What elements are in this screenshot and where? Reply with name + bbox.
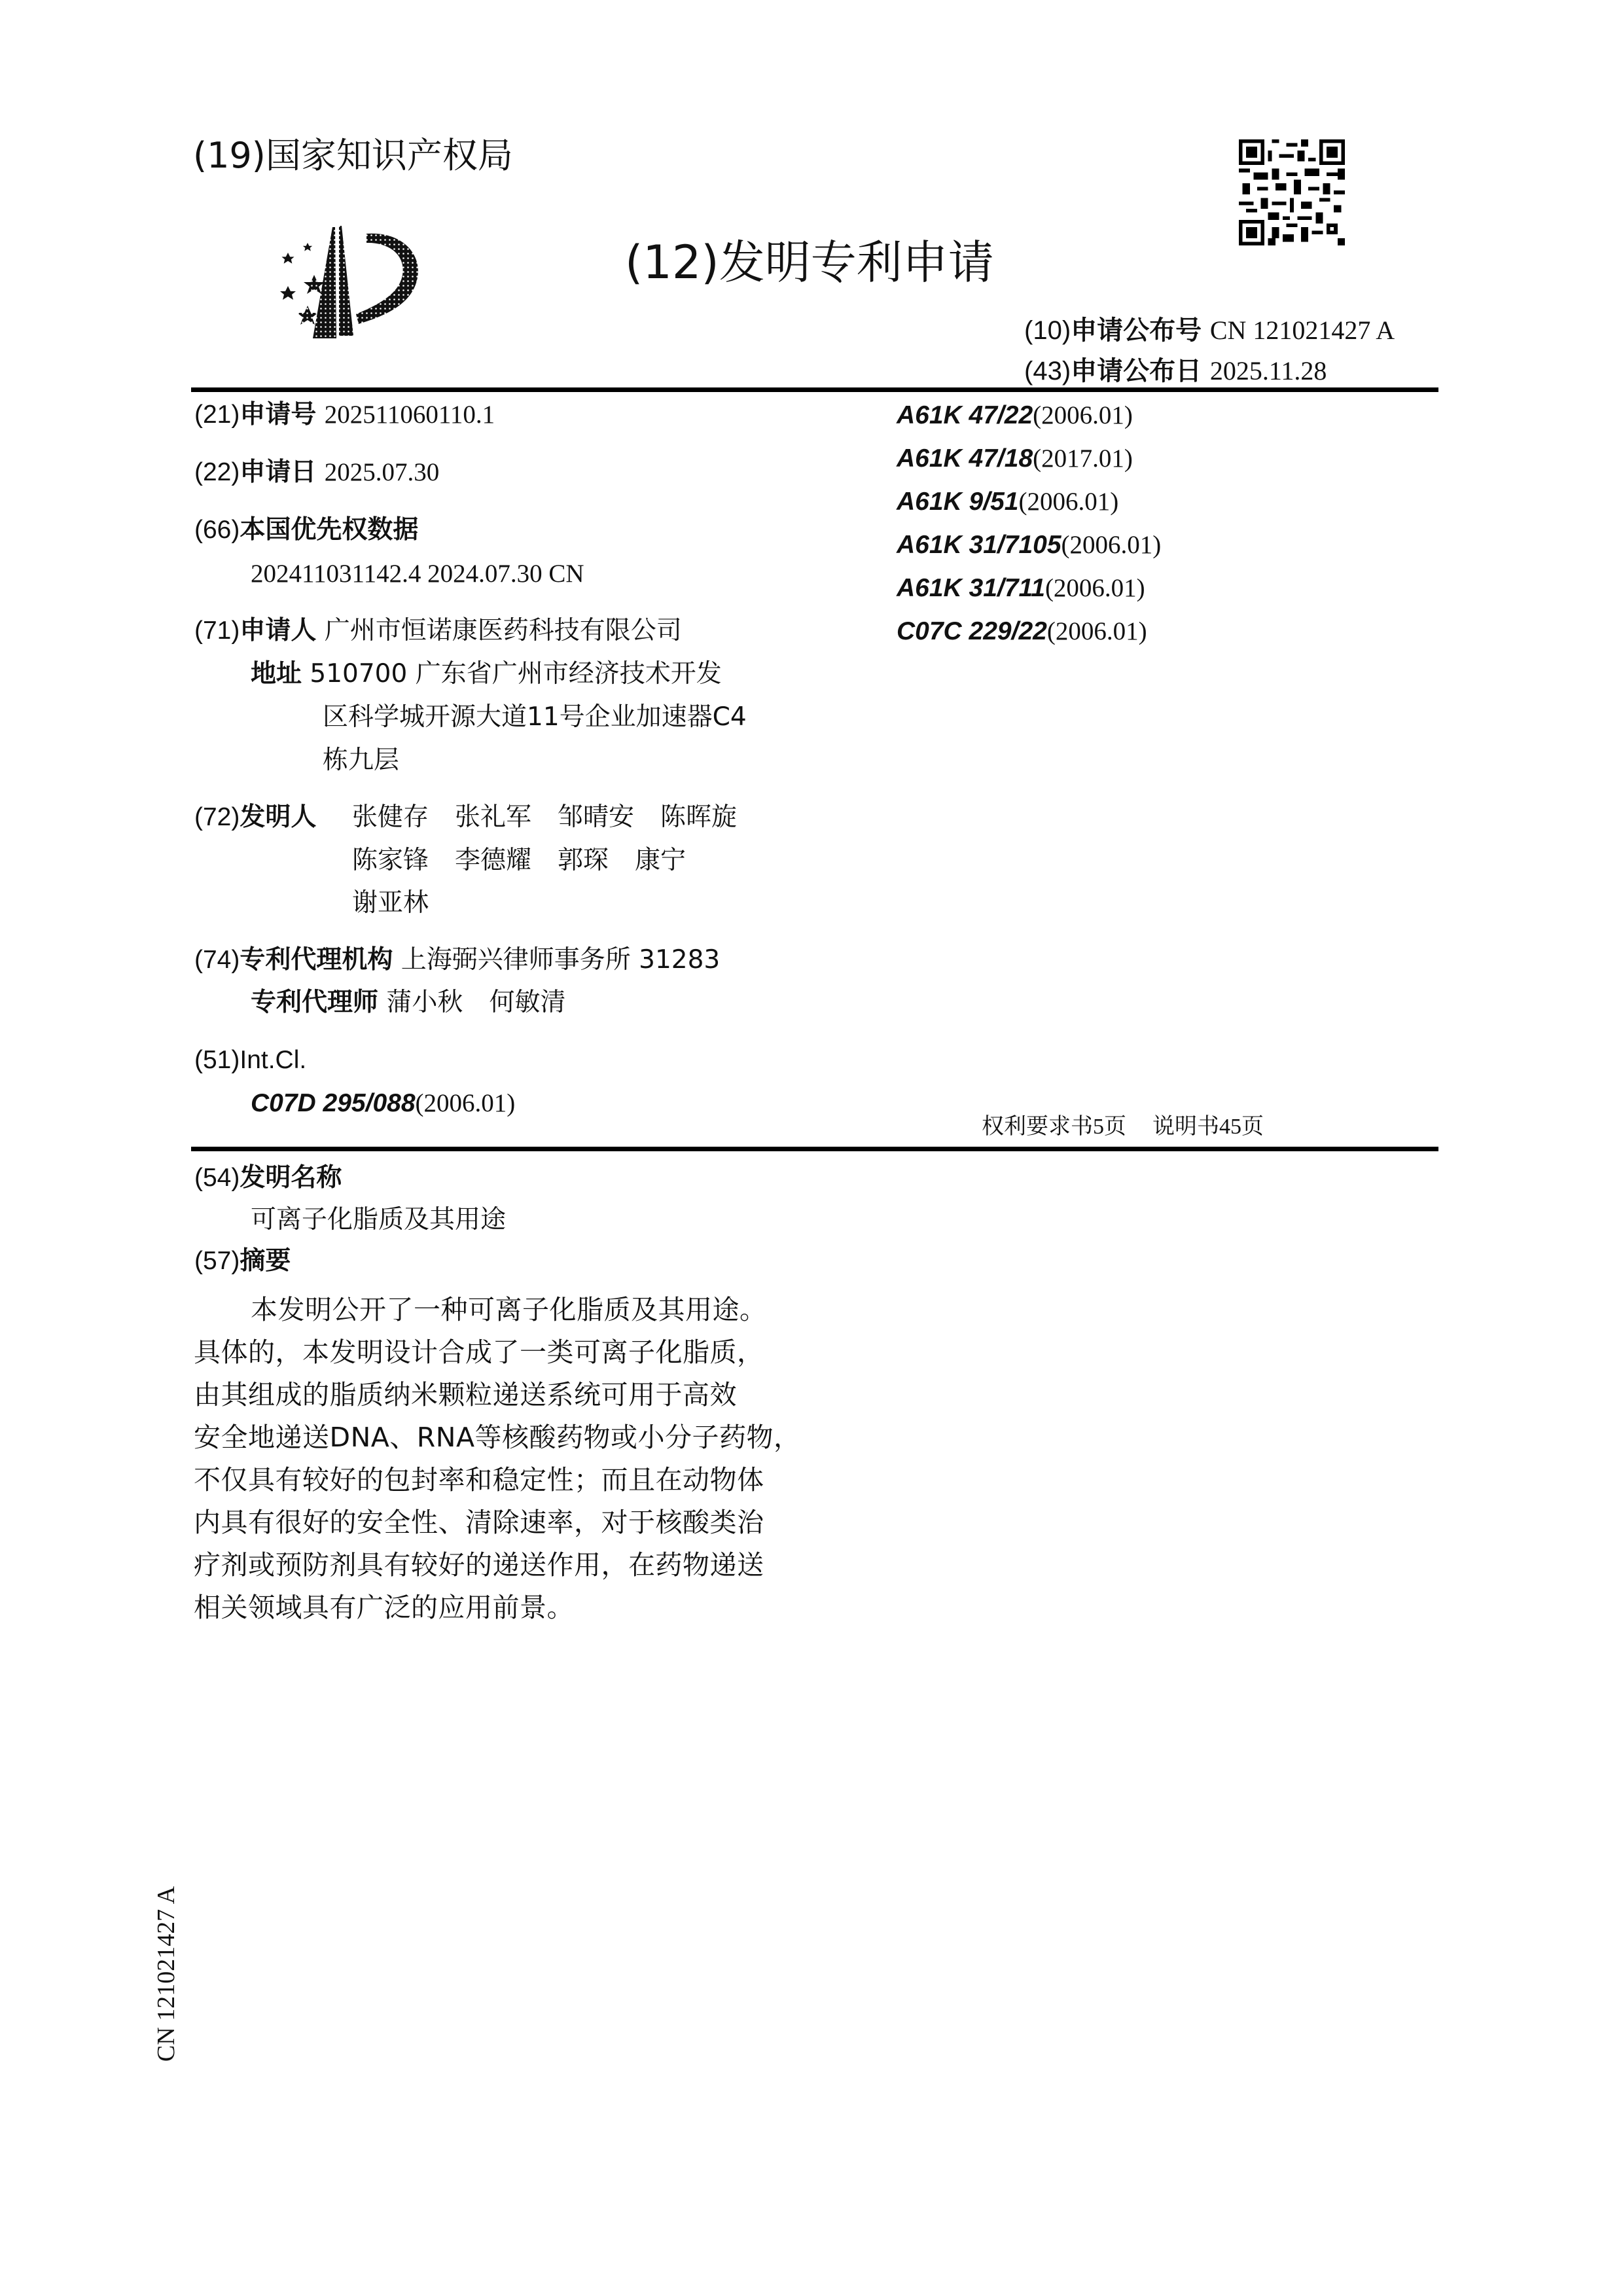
address-label: 地址 <box>251 659 302 689</box>
abstract-line: 由其组成的脂质纳米颗粒递送系统可用于高效 <box>194 1379 737 1410</box>
int-cl-first <box>251 1089 515 1118</box>
applicant-name: 广州市恒诺康医药科技有限公司 <box>324 616 682 645</box>
invention-title-heading <box>194 1164 342 1193</box>
pub-date-label: 申请公布日 <box>1071 356 1202 386</box>
pub-no-code: (10) <box>1024 316 1071 345</box>
agent-name: 何敏清 <box>489 988 566 1017</box>
inventors-field <box>194 803 316 832</box>
field-label: Int.Cl. <box>240 1046 307 1074</box>
field-code: (72) <box>194 803 240 831</box>
doc-type-code: (12) <box>625 236 719 289</box>
inventor-name: 张礼军 <box>455 802 532 832</box>
agent-label: 专利代理师 <box>251 988 379 1017</box>
classification-row <box>897 401 1133 430</box>
ipc-version: (2006.01) <box>415 1089 516 1117</box>
classification-row <box>897 573 1145 603</box>
inventor-name: 康宁 <box>635 846 687 875</box>
side-publication-number: CN 121021427 A <box>152 1886 180 2062</box>
office-name: 国家知识产权局 <box>265 135 513 176</box>
agent-name: 蒲小秋 <box>386 988 463 1017</box>
abstract-heading <box>194 1247 291 1276</box>
field-code: (71) <box>194 617 240 645</box>
classification-row <box>897 530 1161 560</box>
header-divider <box>191 387 1438 392</box>
inventor-name: 李德耀 <box>455 846 532 875</box>
classification-row <box>897 487 1118 516</box>
ipc-code: A61K 31/711 <box>897 574 1045 602</box>
field-label: 摘要 <box>240 1246 291 1276</box>
ipc-code: A61K 9/51 <box>897 488 1019 516</box>
abstract-line: 相关领域具有广泛的应用前景。 <box>194 1592 574 1623</box>
pub-date-code: (43) <box>1024 357 1071 386</box>
ipc-version: (2006.01) <box>1018 488 1119 516</box>
int-cl-field <box>194 1046 306 1075</box>
application-date-field <box>194 458 439 487</box>
abstract-line: 安全地递送DNA、RNA等核酸药物或小分子药物， <box>194 1422 801 1453</box>
address-field <box>251 660 722 689</box>
field-label: 申请号 <box>240 400 317 429</box>
field-label: 发明人 <box>240 802 317 832</box>
field-code: (57) <box>194 1247 240 1275</box>
inventor-name: 陈晖旋 <box>660 802 738 832</box>
abstract-line: 不仅具有较好的包封率和稳定性；而且在动物体 <box>194 1464 764 1496</box>
application-number-field <box>194 401 495 429</box>
classification-row <box>897 617 1147 646</box>
applicant-field <box>194 617 682 645</box>
ipc-version: (2006.01) <box>1033 401 1133 429</box>
office-code: (19) <box>193 135 266 176</box>
abstract-line: 内具有很好的安全性、清除速率，对于核酸类治 <box>194 1507 764 1538</box>
field-label: 专利代理机构 <box>240 945 393 975</box>
field-label: 本国优先权数据 <box>240 515 419 545</box>
field-label: 申请日 <box>240 457 317 487</box>
agency-field <box>194 946 720 975</box>
description-pages: 说明书45页 <box>1152 1115 1264 1139</box>
field-code: (22) <box>194 458 240 486</box>
doc-type: 发明专利申请 <box>719 236 994 289</box>
field-label: 发明名称 <box>240 1163 342 1193</box>
pub-date-value: 2025.11.28 <box>1209 356 1327 386</box>
priority-field <box>194 516 418 545</box>
inventor-name: 郭琛 <box>558 846 609 875</box>
agency-name: 上海弼兴律师事务所 31283 <box>401 945 721 975</box>
claims-pages: 权利要求书5页 <box>982 1115 1126 1139</box>
publication-date <box>1024 350 1327 387</box>
document-type-title <box>625 226 994 292</box>
field-value: 202511060110.1 <box>324 401 495 429</box>
abstract-line: 本发明公开了一种可离子化脂质及其用途。 <box>251 1294 767 1325</box>
ipc-version: (2006.01) <box>1061 531 1162 559</box>
inventor-names-row-1 <box>352 803 737 832</box>
ipc-version: (2017.01) <box>1033 444 1133 473</box>
field-code: (21) <box>194 401 240 429</box>
address-line: 栋九层 <box>323 745 400 775</box>
inventor-names-row-3 <box>352 889 429 918</box>
field-code: (51) <box>194 1046 240 1074</box>
invention-title: 可离子化脂质及其用途 <box>251 1205 507 1234</box>
field-code: (54) <box>194 1164 240 1192</box>
ipc-version: (2006.01) <box>1046 617 1147 645</box>
publication-number <box>1024 310 1395 347</box>
ipc-version: (2006.01) <box>1044 574 1145 602</box>
page-counts <box>982 1108 1264 1140</box>
inventor-names-row-2 <box>352 846 686 875</box>
cnipa-logo-icon <box>268 219 425 344</box>
abstract-divider <box>191 1147 1438 1151</box>
pub-no-value: CN 121021427 A <box>1209 315 1395 345</box>
ipc-code: C07D 295/088 <box>251 1089 416 1117</box>
field-code: (66) <box>194 516 240 544</box>
field-label: 申请人 <box>240 616 317 645</box>
abstract-line: 具体的，本发明设计合成了一类可离子化脂质， <box>194 1336 764 1368</box>
qr-code-icon[interactable] <box>1239 139 1345 245</box>
pub-no-label: 申请公布号 <box>1071 315 1202 346</box>
inventor-name: 邹晴安 <box>558 802 635 832</box>
issuing-office <box>193 128 513 178</box>
address-line: 510700 广东省广州市经济技术开发 <box>310 659 722 689</box>
classification-row <box>897 444 1133 473</box>
inventor-name: 陈家锋 <box>352 846 429 875</box>
field-value: 2025.07.30 <box>324 458 440 486</box>
ipc-code: A61K 31/7105 <box>897 531 1061 559</box>
ipc-code: A61K 47/18 <box>897 444 1033 473</box>
abstract-line: 疗剂或预防剂具有较好的递送作用，在药物递送 <box>194 1549 764 1581</box>
inventor-name: 谢亚林 <box>352 888 429 918</box>
agent-field <box>251 988 565 1017</box>
inventor-name: 张健存 <box>352 802 429 832</box>
ipc-code: C07C 229/22 <box>897 617 1047 645</box>
ipc-code: A61K 47/22 <box>897 401 1033 429</box>
address-line: 区科学城开源大道11号企业加速器C4 <box>323 702 747 732</box>
field-code: (74) <box>194 946 240 974</box>
priority-value: 202411031142.4 2024.07.30 CN <box>251 560 584 588</box>
